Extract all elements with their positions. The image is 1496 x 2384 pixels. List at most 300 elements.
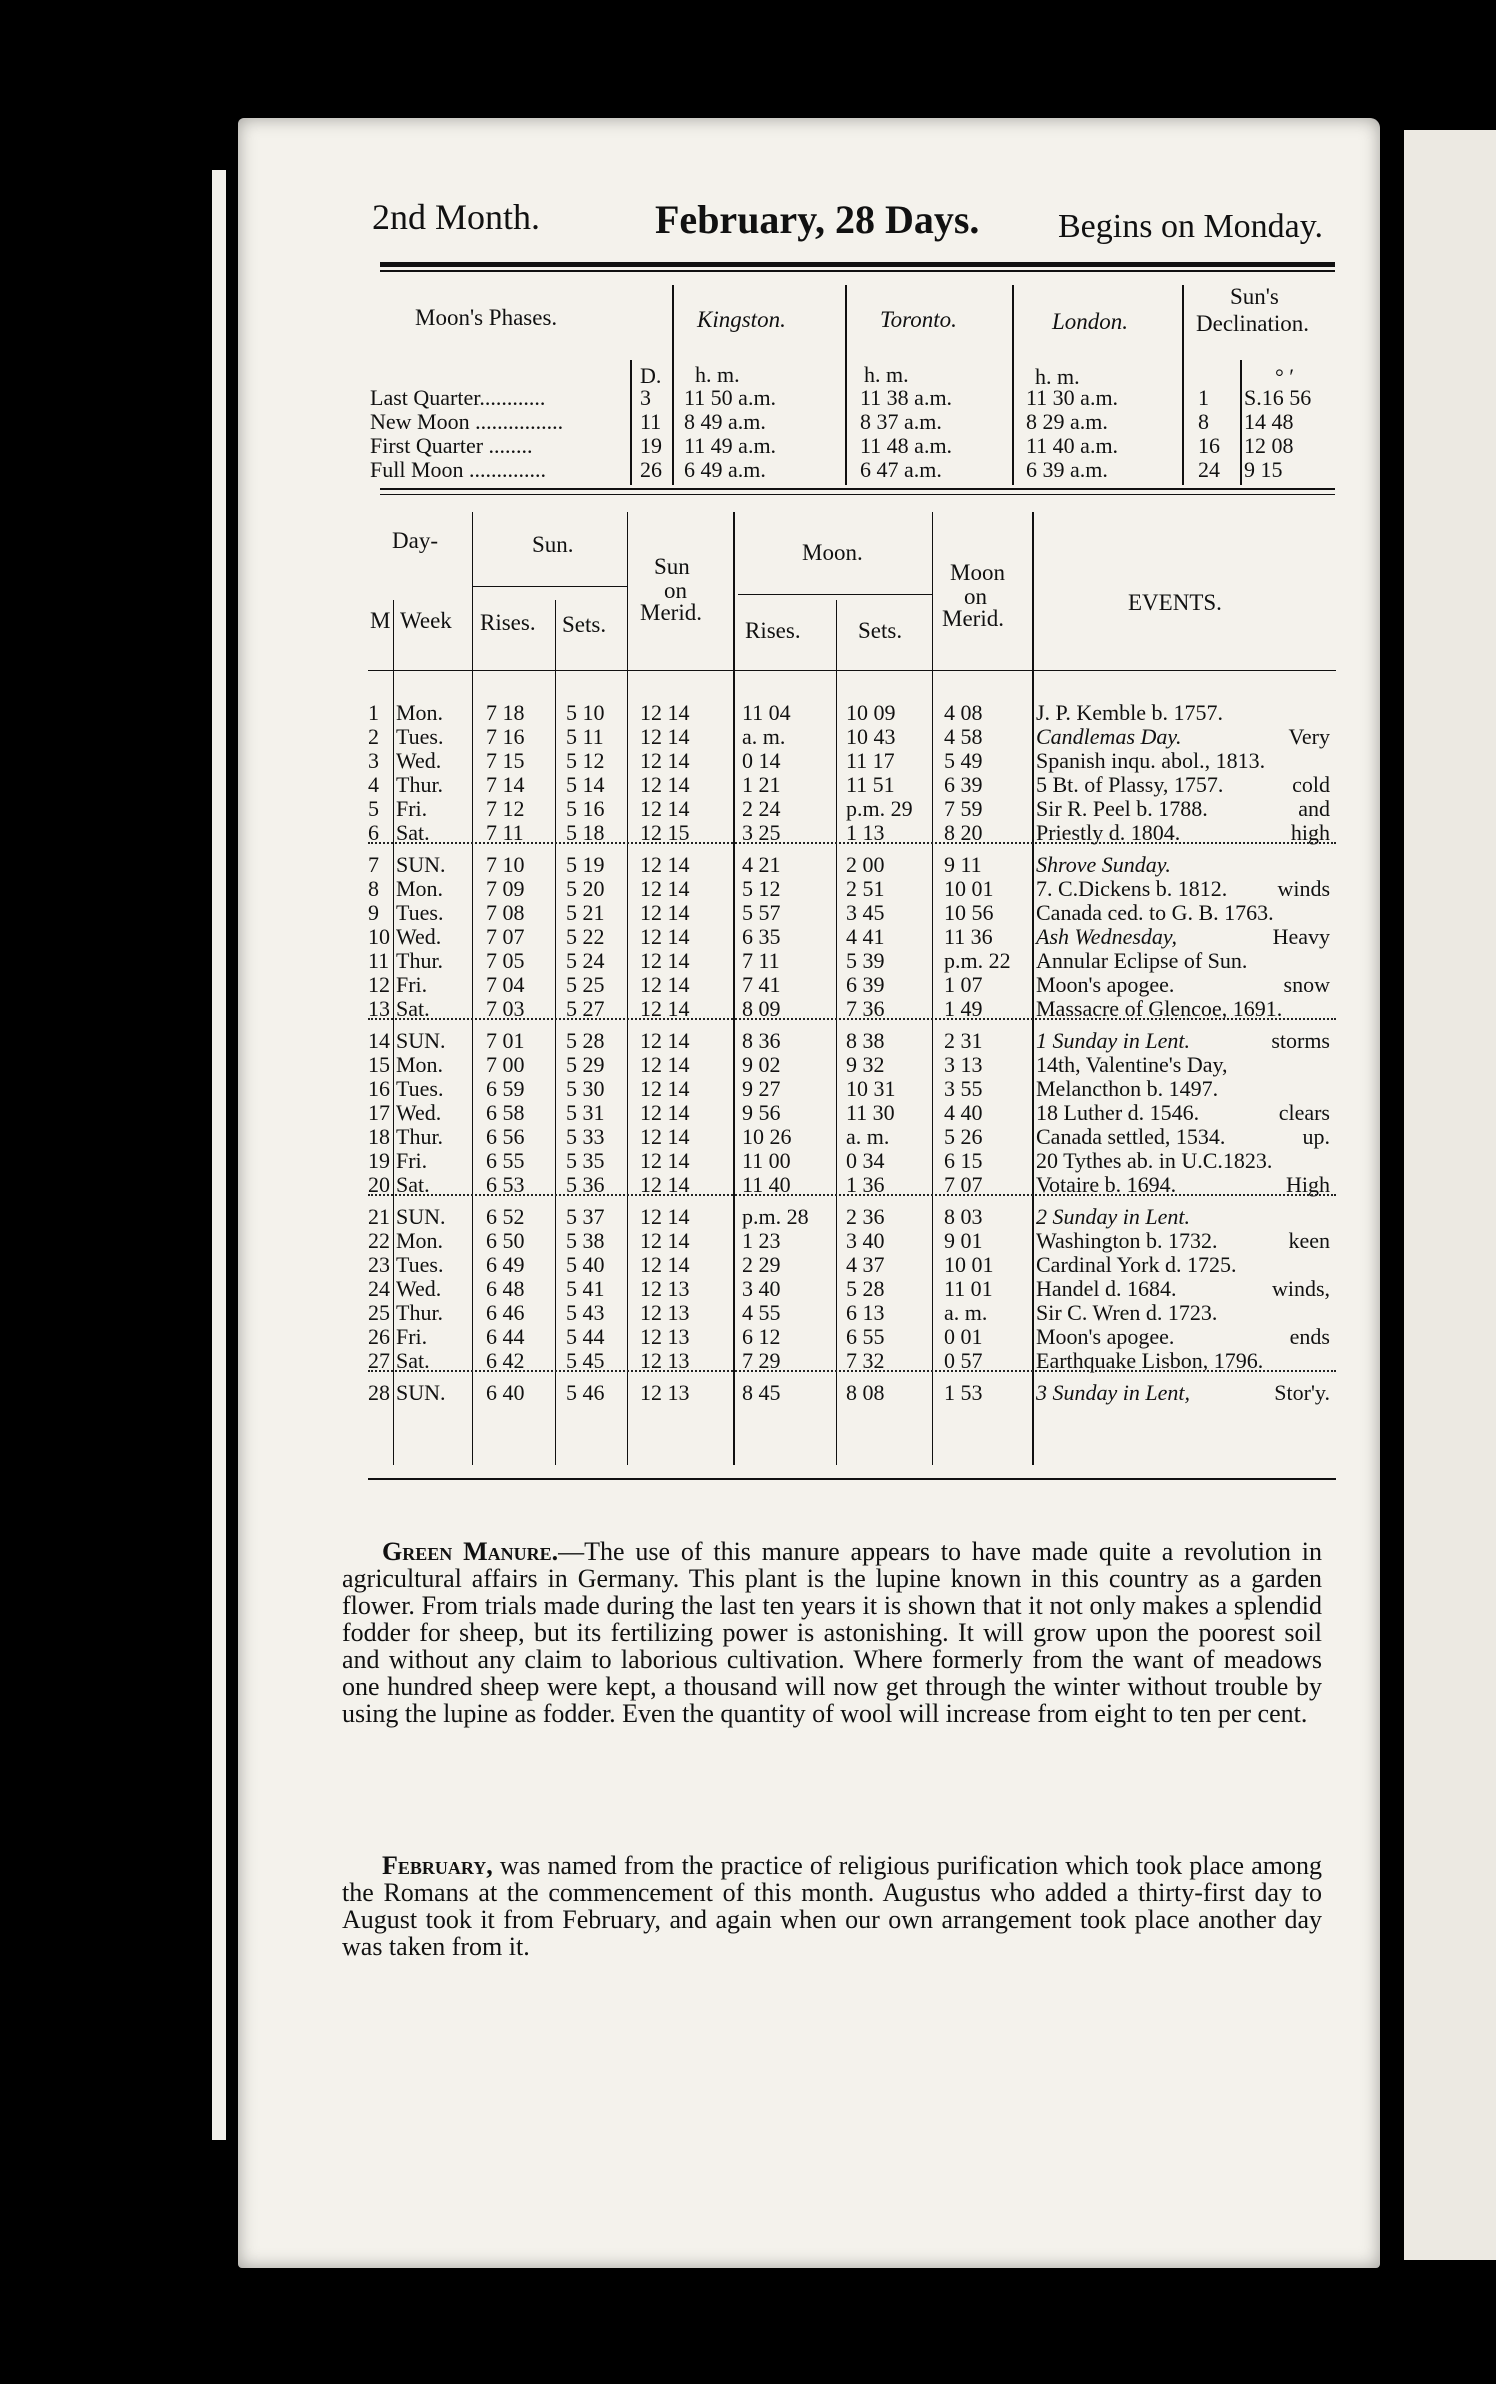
sun-rise: 6 42 [486,1348,525,1373]
moon-rise: 3 40 [742,1276,781,1301]
moon-rise: 3 25 [742,820,781,845]
sun-rise: 7 05 [486,948,525,973]
weather-word: Stor'y. [1274,1380,1330,1405]
rule [472,586,627,587]
sun-merid: 12 14 [640,748,690,773]
weekday: Sat. [396,820,430,845]
sun-rise: 7 01 [486,1028,525,1053]
day-number: 8 [368,876,379,901]
weekday: Mon. [396,1228,444,1253]
sun-set: 5 20 [566,876,605,901]
page-edge [212,170,226,2140]
sun-set: 5 19 [566,852,605,877]
phase-name: New Moon ................ [370,409,564,434]
sun-set: 5 43 [566,1300,605,1325]
february-paragraph [342,1852,1322,1960]
phase-day: 1 [1198,385,1209,410]
event: Cardinal York d. 1725. [1036,1252,1237,1277]
sun-set: 5 33 [566,1124,605,1149]
weather-word: snow [1283,972,1330,997]
sun-merid: 12 14 [640,724,690,749]
weather-word: cold [1292,772,1330,797]
sun-rise: 6 40 [486,1380,525,1405]
event: Massacre of Glencoe, 1691. [1036,996,1283,1021]
moon-rise: 8 09 [742,996,781,1021]
sun-set: 5 31 [566,1100,605,1125]
day-number: 4 [368,772,379,797]
february-lead: February, [382,1851,493,1880]
moon-set: 6 39 [846,972,885,997]
vline [627,512,628,1465]
phase-d: 19 [640,433,662,458]
unit-deg: ° ′ [1275,364,1295,389]
sun-rise: 7 10 [486,852,525,877]
moon-merid: 4 58 [944,724,983,749]
header-bottom-rule [368,670,1336,671]
weekday: SUN. [396,1028,446,1053]
green-manure-text: —The use of this manure appears to have made quite a revolution in agricultural affairs in Germany. This plant is the lupine known in this country as a garden flower. From trials made during the last ten years it is shown that it not only makes a splendid fodder for sheep, but its fertilizing power is astonishing. It will grow upon the poorest soil and without any claim to laborious cultivation. Where formerly from the want of meadows one hundred sheep were kept, a thousand will now get through the winter without trouble by using the lupine as fodder. Even the quantity of wool will increase from eight to ten per cent. [342,1537,1322,1728]
vline [393,600,394,1465]
sun-merid: 12 14 [640,1100,690,1125]
sun-rise: 6 48 [486,1276,525,1301]
moon-merid: 10 01 [944,876,994,901]
day-number: 18 [368,1124,390,1149]
phase-k: 6 49 a.m. [684,457,766,482]
moon-merid: 3 55 [944,1076,983,1101]
sun-merid: 12 14 [640,948,690,973]
moon-merid: 4 08 [944,700,983,725]
phase-d: 3 [640,385,651,410]
weekday: Sat. [396,1172,430,1197]
vline [555,600,556,1465]
weather-word: keen [1288,1228,1330,1253]
moon-merid: 2 31 [944,1028,983,1053]
vline [630,360,632,485]
february-text: was named from the practice of religious purification which took place among the Romans at the commencement of this month. Augustus who added a thirty-first day to August took it from February, and again when our own arrangement took place another day was taken from it. [342,1851,1322,1961]
sun-rise: 6 53 [486,1172,525,1197]
moon-rise: 7 11 [742,948,780,973]
event: Canada ced. to G. B. 1763. [1036,900,1274,925]
moon-merid: 8 20 [944,820,983,845]
weekday: Mon. [396,700,444,725]
top-rule-2 [380,270,1335,272]
phase-day: 16 [1198,433,1220,458]
event: 5 Bt. of Plassy, 1757. [1036,772,1224,797]
day-number: 16 [368,1076,390,1101]
sun-merid: 12 14 [640,876,690,901]
event: Canada settled, 1534. [1036,1124,1226,1149]
moon-set: 11 30 [846,1100,895,1125]
sun-rise: 7 03 [486,996,525,1021]
day-number: 2 [368,724,379,749]
sun-set: 5 44 [566,1324,605,1349]
sun-set: 5 38 [566,1228,605,1253]
moon-rise: 11 04 [742,700,791,725]
moon-rise: p.m. 28 [742,1204,809,1229]
moon-rise: 6 12 [742,1324,781,1349]
sun-merid: 12 14 [640,1252,690,1277]
sun-rise: 7 08 [486,900,525,925]
weekday: SUN. [396,852,446,877]
sun-set: 5 45 [566,1348,605,1373]
moon-set: 5 39 [846,948,885,973]
moon-set: 2 00 [846,852,885,877]
day-number: 24 [368,1276,390,1301]
day-number: 5 [368,796,379,821]
weekday: Fri. [396,796,428,821]
event: 18 Luther d. 1546. [1036,1100,1200,1125]
day-number: 1 [368,700,379,725]
weekday: Mon. [396,1052,444,1077]
event: 2 Sunday in Lent. [1036,1204,1190,1229]
moon-merid: 9 11 [944,852,982,877]
sun-rise: 7 14 [486,772,525,797]
weather-word: clears [1278,1100,1330,1125]
moon-rise: 5 12 [742,876,781,901]
vline [845,285,847,485]
moon-merid: 11 01 [944,1276,993,1301]
moon-rise: 5 57 [742,900,781,925]
moon-set: a. m. [846,1124,890,1149]
sun-rise: 7 00 [486,1052,525,1077]
sun-rise: 7 09 [486,876,525,901]
sun-rise: 6 59 [486,1076,525,1101]
sun-merid: 12 14 [640,996,690,1021]
sun-rise: 6 49 [486,1252,525,1277]
moon-merid: 7 07 [944,1172,983,1197]
day-number: 9 [368,900,379,925]
rule [380,488,1335,490]
sun-set: 5 40 [566,1252,605,1277]
sun-merid: 12 14 [640,1148,690,1173]
sun-merid: 12 14 [640,1172,690,1197]
moon-set: 8 38 [846,1028,885,1053]
moon-merid: 6 39 [944,772,983,797]
phase-k: 11 49 a.m. [684,433,777,458]
sun-set: 5 22 [566,924,605,949]
day-number: 7 [368,852,379,877]
phase-l: 11 40 a.m. [1026,433,1119,458]
moon-merid: p.m. 22 [944,948,1011,973]
day-number: 13 [368,996,390,1021]
phase-t: 11 48 a.m. [860,433,953,458]
day-number: 11 [368,948,390,973]
sun-rise: 7 15 [486,748,525,773]
sun-set: 5 29 [566,1052,605,1077]
moon-rise: 1 23 [742,1228,781,1253]
weather-word: and [1298,796,1330,821]
sun-set: 5 46 [566,1380,605,1405]
moon-merid: 10 56 [944,900,994,925]
event: Earthquake Lisbon, 1796. [1036,1348,1264,1373]
sun-merid: 12 14 [640,900,690,925]
day-number: 14 [368,1028,390,1053]
weekday: Wed. [396,748,442,773]
sun-set: 5 41 [566,1276,605,1301]
sun-merid: 12 14 [640,1052,690,1077]
week-divider [368,842,1336,844]
sun-col-head: Sun. [532,532,574,557]
moon-set: 4 37 [846,1252,885,1277]
sun-merid: 12 13 [640,1324,690,1349]
event: Sir C. Wren d. 1723. [1036,1300,1218,1325]
sun-set: 5 18 [566,820,605,845]
kingston-head: Kingston. [697,307,786,332]
moon-set: 8 08 [846,1380,885,1405]
sun-rise: 6 46 [486,1300,525,1325]
moon-set: 1 13 [846,820,885,845]
moon-rise: 6 35 [742,924,781,949]
day-number: 10 [368,924,390,949]
moon-merid-1: Moon [950,560,1005,585]
weekday: Fri. [396,1148,428,1173]
event: Washington b. 1732. [1036,1228,1218,1253]
sun-merid: 12 14 [640,852,690,877]
moon-merid-2: on [964,584,987,609]
weekday: Fri. [396,1324,428,1349]
sun-merid: 12 14 [640,796,690,821]
toronto-head: Toronto. [880,307,957,332]
phase-k: 8 49 a.m. [684,409,766,434]
weekday: Wed. [396,1100,442,1125]
moon-set: 9 32 [846,1052,885,1077]
event: Sir R. Peel b. 1788. [1036,796,1208,821]
moon-rise: 10 26 [742,1124,792,1149]
sun-set: 5 21 [566,900,605,925]
sun-set: 5 28 [566,1028,605,1053]
phase-l: 8 29 a.m. [1026,409,1108,434]
moon-merid: 1 49 [944,996,983,1021]
sun-set: 5 10 [566,700,605,725]
moon-rise: 8 36 [742,1028,781,1053]
moon-rise: 1 21 [742,772,781,797]
sun-merid: 12 14 [640,972,690,997]
london-head: London. [1052,309,1129,334]
moon-merid: 9 01 [944,1228,983,1253]
moon-rise: 11 00 [742,1148,791,1173]
sun-merid: 12 14 [640,1028,690,1053]
moon-rise: 9 02 [742,1052,781,1077]
moon-set: 5 28 [846,1276,885,1301]
sun-merid: 12 13 [640,1300,690,1325]
moon-set: p.m. 29 [846,796,913,821]
phase-dec: 14 48 [1244,409,1294,434]
events-head: EVENTS. [1128,590,1222,615]
day-number: 25 [368,1300,390,1325]
vline [1012,285,1014,485]
rule [738,594,933,595]
moon-set: 2 36 [846,1204,885,1229]
moon-set: 6 55 [846,1324,885,1349]
sun-rise: 6 58 [486,1100,525,1125]
weekday: Sat. [396,996,430,1021]
event: Annular Eclipse of Sun. [1036,948,1248,973]
weather-word: Heavy [1272,924,1330,949]
sun-rise: 6 52 [486,1204,525,1229]
sun-merid: 12 14 [640,1124,690,1149]
phases-head: Moon's Phases. [415,305,558,330]
event: 1 Sunday in Lent. [1036,1028,1190,1053]
week-head: Week [400,608,452,633]
event: Spanish inqu. abol., 1813. [1036,748,1266,773]
day-number: 6 [368,820,379,845]
sun-rise: 6 50 [486,1228,525,1253]
sun-set: 5 11 [566,724,604,749]
event: 7. C.Dickens b. 1812. [1036,876,1228,901]
vline [733,512,735,1465]
facing-page-edge [1404,130,1496,2260]
weather-word: winds, [1271,1276,1330,1301]
moon-set: 11 17 [846,748,895,773]
weekday: Mon. [396,876,444,901]
moon-set: 1 36 [846,1172,885,1197]
event: 14th, Valentine's Day, [1036,1052,1228,1077]
sun-set: 5 16 [566,796,605,821]
top-rule [380,262,1335,267]
day-number: 27 [368,1348,390,1373]
sun-set: 5 27 [566,996,605,1021]
day-number: 17 [368,1100,390,1125]
phase-d: 26 [640,457,662,482]
event: Moon's apogee. [1036,1324,1175,1349]
sun-rise: 6 44 [486,1324,525,1349]
sun-head: Sun's [1230,284,1279,309]
vline [472,512,473,1465]
declination-head: Declination. [1196,311,1310,336]
moon-merid: 0 01 [944,1324,983,1349]
event: 20 Tythes ab. in U.C.1823. [1036,1148,1273,1173]
weather-word: high [1290,820,1330,845]
weather-word: up. [1302,1124,1330,1149]
event: Handel d. 1684. [1036,1276,1177,1301]
sun-merid-2: on [664,578,687,603]
weekday: Tues. [396,900,444,925]
unit-l: h. m. [1035,364,1080,389]
vline [1182,285,1184,485]
moon-set: 7 36 [846,996,885,1021]
sun-rise: 7 16 [486,724,525,749]
moon-set: 2 51 [846,876,885,901]
sun-rise: 6 56 [486,1124,525,1149]
phase-dec: S.16 56 [1244,385,1312,410]
moon-rise: 0 14 [742,748,781,773]
moon-merid: 5 26 [944,1124,983,1149]
day-number: 26 [368,1324,390,1349]
moon-merid: 1 53 [944,1380,983,1405]
weekday: Wed. [396,1276,442,1301]
sun-merid: 12 14 [640,772,690,797]
weekday: SUN. [396,1204,446,1229]
rule [380,494,1335,495]
weather-word: storms [1271,1028,1330,1053]
weather-word: ends [1289,1324,1330,1349]
weekday: Tues. [396,1076,444,1101]
sun-set: 5 35 [566,1148,605,1173]
sun-set: 5 14 [566,772,605,797]
weekday: Wed. [396,924,442,949]
phase-t: 8 37 a.m. [860,409,942,434]
moon-set: 3 40 [846,1228,885,1253]
moon-set: 6 13 [846,1300,885,1325]
sun-rise: 7 04 [486,972,525,997]
week-divider [368,1194,1336,1196]
moon-rise: 9 27 [742,1076,781,1101]
sun-set: 5 36 [566,1172,605,1197]
unit-t: h. m. [864,362,909,387]
vline [836,600,837,1465]
phase-name: First Quarter ........ [370,433,533,458]
weekday: Thur. [396,1300,444,1325]
sun-merid: 12 14 [640,1204,690,1229]
sun-rise: 7 12 [486,796,525,821]
moon-merid: 11 36 [944,924,993,949]
weekday: Sat. [396,1348,430,1373]
moon-rise: 2 29 [742,1252,781,1277]
m-head: M [370,608,391,633]
sun-rise: 7 18 [486,700,525,725]
weekday: SUN. [396,1380,446,1405]
sun-merid: 12 15 [640,820,690,845]
sun-merid: 12 14 [640,1076,690,1101]
moon-rise: 11 40 [742,1172,791,1197]
sun-rise: 7 11 [486,820,524,845]
sun-merid: 12 13 [640,1380,690,1405]
moon-merid: 10 01 [944,1252,994,1277]
day-number: 20 [368,1172,390,1197]
moon-rise: 4 55 [742,1300,781,1325]
sun-set: 5 25 [566,972,605,997]
weather-word: High [1286,1172,1330,1197]
weather-word: Very [1288,724,1330,749]
moon-set: 0 34 [846,1148,885,1173]
phase-l: 6 39 a.m. [1026,457,1108,482]
event: Shrove Sunday. [1036,852,1171,877]
moon-rise: 2 24 [742,796,781,821]
weekday: Thur. [396,772,444,797]
moon-set: 3 45 [846,900,885,925]
moon-rise: 8 45 [742,1380,781,1405]
moon-merid: 5 49 [944,748,983,773]
moon-merid: 6 15 [944,1148,983,1173]
moon-set: 4 41 [846,924,885,949]
day-number: 21 [368,1204,390,1229]
weekday: Tues. [396,1252,444,1277]
day-number: 12 [368,972,390,997]
moon-rise: a. m. [742,724,786,749]
sun-rise: 6 55 [486,1148,525,1173]
moon-rise: 7 41 [742,972,781,997]
green-manure-paragraph [342,1538,1322,1727]
sun-set: 5 24 [566,948,605,973]
day-number: 19 [368,1148,390,1173]
week-divider [368,1018,1336,1020]
phase-k: 11 50 a.m. [684,385,777,410]
phase-d: 11 [640,409,662,434]
rises-head: Rises. [480,610,536,635]
green-manure-lead: Green Manure. [382,1537,559,1566]
moon-rise: 4 21 [742,852,781,877]
moon-set: 10 31 [846,1076,896,1101]
vline [932,512,933,1465]
phase-t: 11 38 a.m. [860,385,953,410]
phase-day: 8 [1198,409,1209,434]
day-number: 15 [368,1052,390,1077]
sun-set: 5 37 [566,1204,605,1229]
moon-merid: 7 59 [944,796,983,821]
table-bottom-rule [368,1478,1336,1480]
moon-set: 10 43 [846,724,896,749]
vline [1240,360,1242,485]
